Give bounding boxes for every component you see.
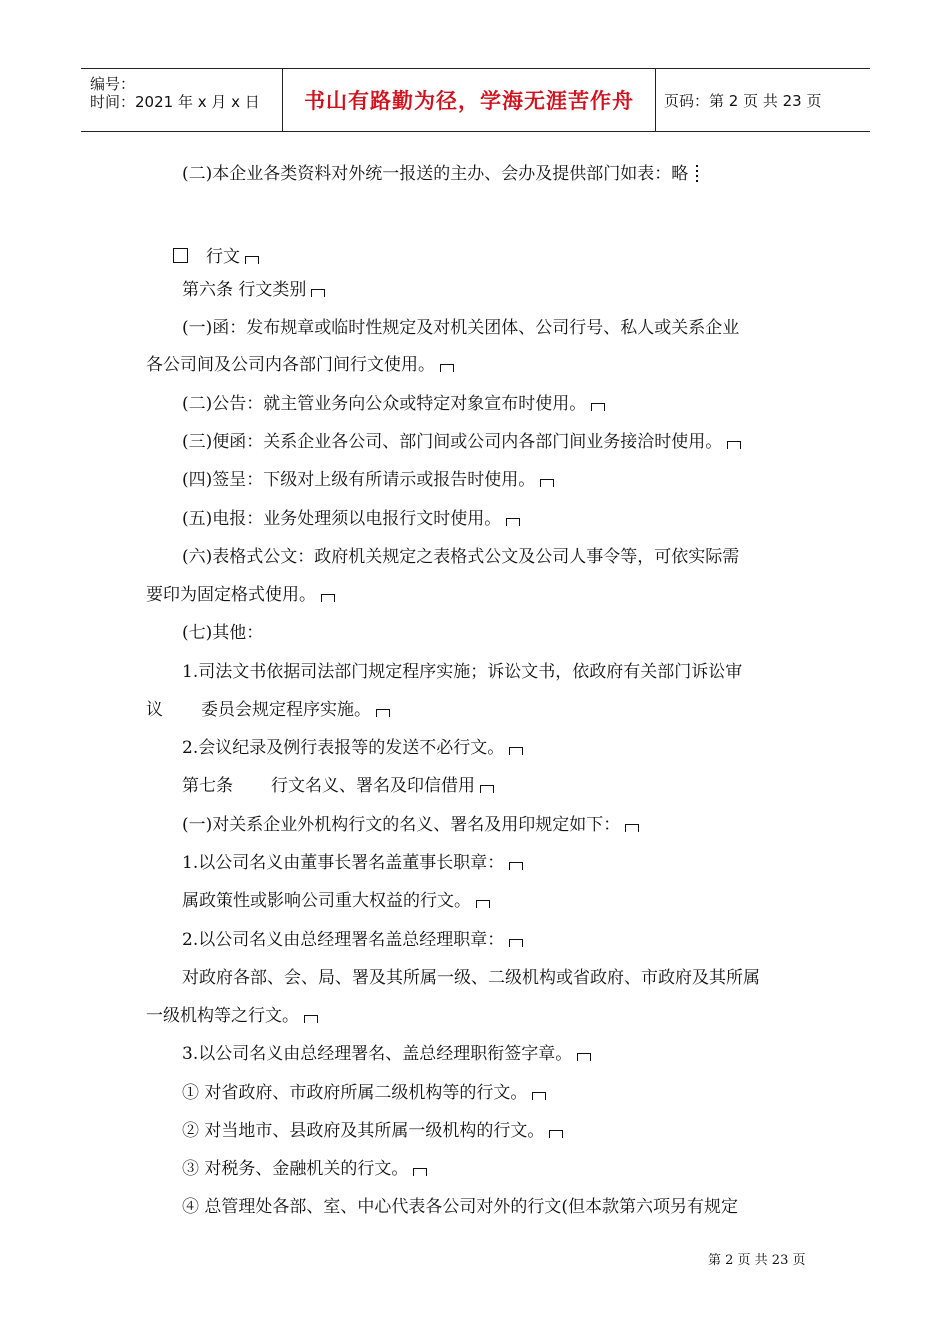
paragraph-line: ③ 对税务、金融机关的行文。	[182, 1161, 427, 1178]
paragraph-line: ② 对当地市、县政府及其所属一级机构的行文。	[182, 1123, 563, 1140]
paragraph-line: (二)本企业各类资料对外统一报送的主办、会办及提供部门如表：略	[182, 165, 698, 183]
paragraph-line: 各公司间及公司内各部门间行文使用。	[146, 357, 454, 374]
paragraph-line: (一)函：发布规章或临时性规定及对机关团体、公司行号、私人或关系企业	[182, 318, 740, 338]
header-meta	[81, 69, 282, 131]
header-motto: 书山有路勤为径，学海无涯苦作舟	[304, 89, 634, 113]
paragraph-line: 1.以公司名义由董事长署名盖董事长职章：	[182, 855, 523, 872]
paragraph-mark-icon	[376, 709, 390, 717]
paragraph-line: (一)对关系企业外机构行文的名义、署名及用印规定如下：	[182, 817, 639, 834]
paragraph-mark-icon	[625, 824, 639, 832]
paragraph-mark-icon	[509, 939, 523, 947]
paragraph-line: 一级机构等之行文。	[146, 1008, 318, 1025]
paragraph-line: 2.会议纪录及例行表报等的发送不必行文。	[182, 740, 523, 757]
ellipsis-mark	[696, 165, 698, 182]
paragraph-line: ① 对省政府、市政府所属二级机构等的行文。	[182, 1085, 546, 1102]
section-heading: 行文	[173, 242, 259, 267]
paragraph-line: 2.以公司名义由总经理署名盖总经理职章：	[182, 932, 523, 949]
paragraph-line: 属政策性或影响公司重大权益的行文。	[182, 893, 490, 910]
paragraph-mark-icon	[727, 441, 741, 449]
paragraph-mark-icon	[413, 1168, 427, 1176]
header-page-cell	[655, 69, 870, 131]
paragraph-mark-icon	[509, 747, 523, 755]
paragraph-line: (七)其他：	[182, 623, 264, 643]
paragraph-line: 要印为固定格式使用。	[146, 587, 335, 604]
paragraph-line: 议 委员会规定程序实施。	[146, 702, 390, 719]
paragraph-mark-icon	[321, 594, 335, 602]
checkbox-icon	[173, 248, 188, 263]
paragraph-line: 1.司法文书依据司法部门规定程序实施；诉讼文书，依政府有关部门诉讼审	[182, 662, 743, 682]
article-heading: 第六条 行文类别	[182, 282, 325, 299]
paragraph-line: (二)公告：就主管业务向公众或特定对象宣布时使用。	[182, 396, 605, 413]
paragraph-mark-icon	[311, 289, 325, 297]
paragraph-line: (四)签呈：下级对上级有所请示或报告时使用。	[182, 472, 554, 489]
paragraph-mark-icon	[476, 900, 490, 908]
paragraph-mark-icon	[540, 479, 554, 487]
paragraph-line: 对政府各部、会、局、署及其所属一级、二级机构或省政府、市政府及其所属	[182, 968, 760, 988]
paragraph-mark-icon	[591, 403, 605, 411]
paragraph-mark-icon	[577, 1053, 591, 1061]
page-header	[81, 68, 870, 132]
paragraph-mark-icon	[304, 1015, 318, 1023]
page-footer: 第 2 页 共 23 页	[708, 1253, 806, 1268]
header-motto-cell	[282, 69, 656, 131]
paragraph-line: (六)表格式公文：政府机关规定之表格式公文及公司人事令等，可依实际需	[182, 547, 740, 567]
paragraph-mark-icon	[506, 518, 520, 526]
paragraph-mark-icon	[480, 785, 494, 793]
header-page-info: 页码：第 2 页 共 23 页	[664, 91, 822, 110]
paragraph-mark-icon	[440, 364, 454, 372]
article-heading: 第七条 行文名义、署名及印信借用	[182, 778, 494, 795]
paragraph-mark-icon	[549, 1130, 563, 1138]
paragraph-line: ④ 总管理处各部、室、中心代表各公司对外的行文(但本款第六项另有规定	[182, 1197, 739, 1217]
paragraph-mark-icon	[532, 1092, 546, 1100]
paragraph-line: 3.以公司名义由总经理署名、盖总经理职衔签字章。	[182, 1046, 591, 1063]
paragraph-mark-icon	[509, 862, 523, 870]
paragraph-line: (三)便函：关系企业各公司、部门间或公司内各部门间业务接洽时使用。	[182, 434, 741, 451]
document-time: 时间：2021 年 x 月 x 日	[90, 93, 260, 111]
document-number: 编号：	[90, 75, 136, 93]
paragraph-line: (五)电报：业务处理须以电报行文时使用。	[182, 511, 520, 528]
paragraph-mark-icon	[245, 256, 259, 264]
